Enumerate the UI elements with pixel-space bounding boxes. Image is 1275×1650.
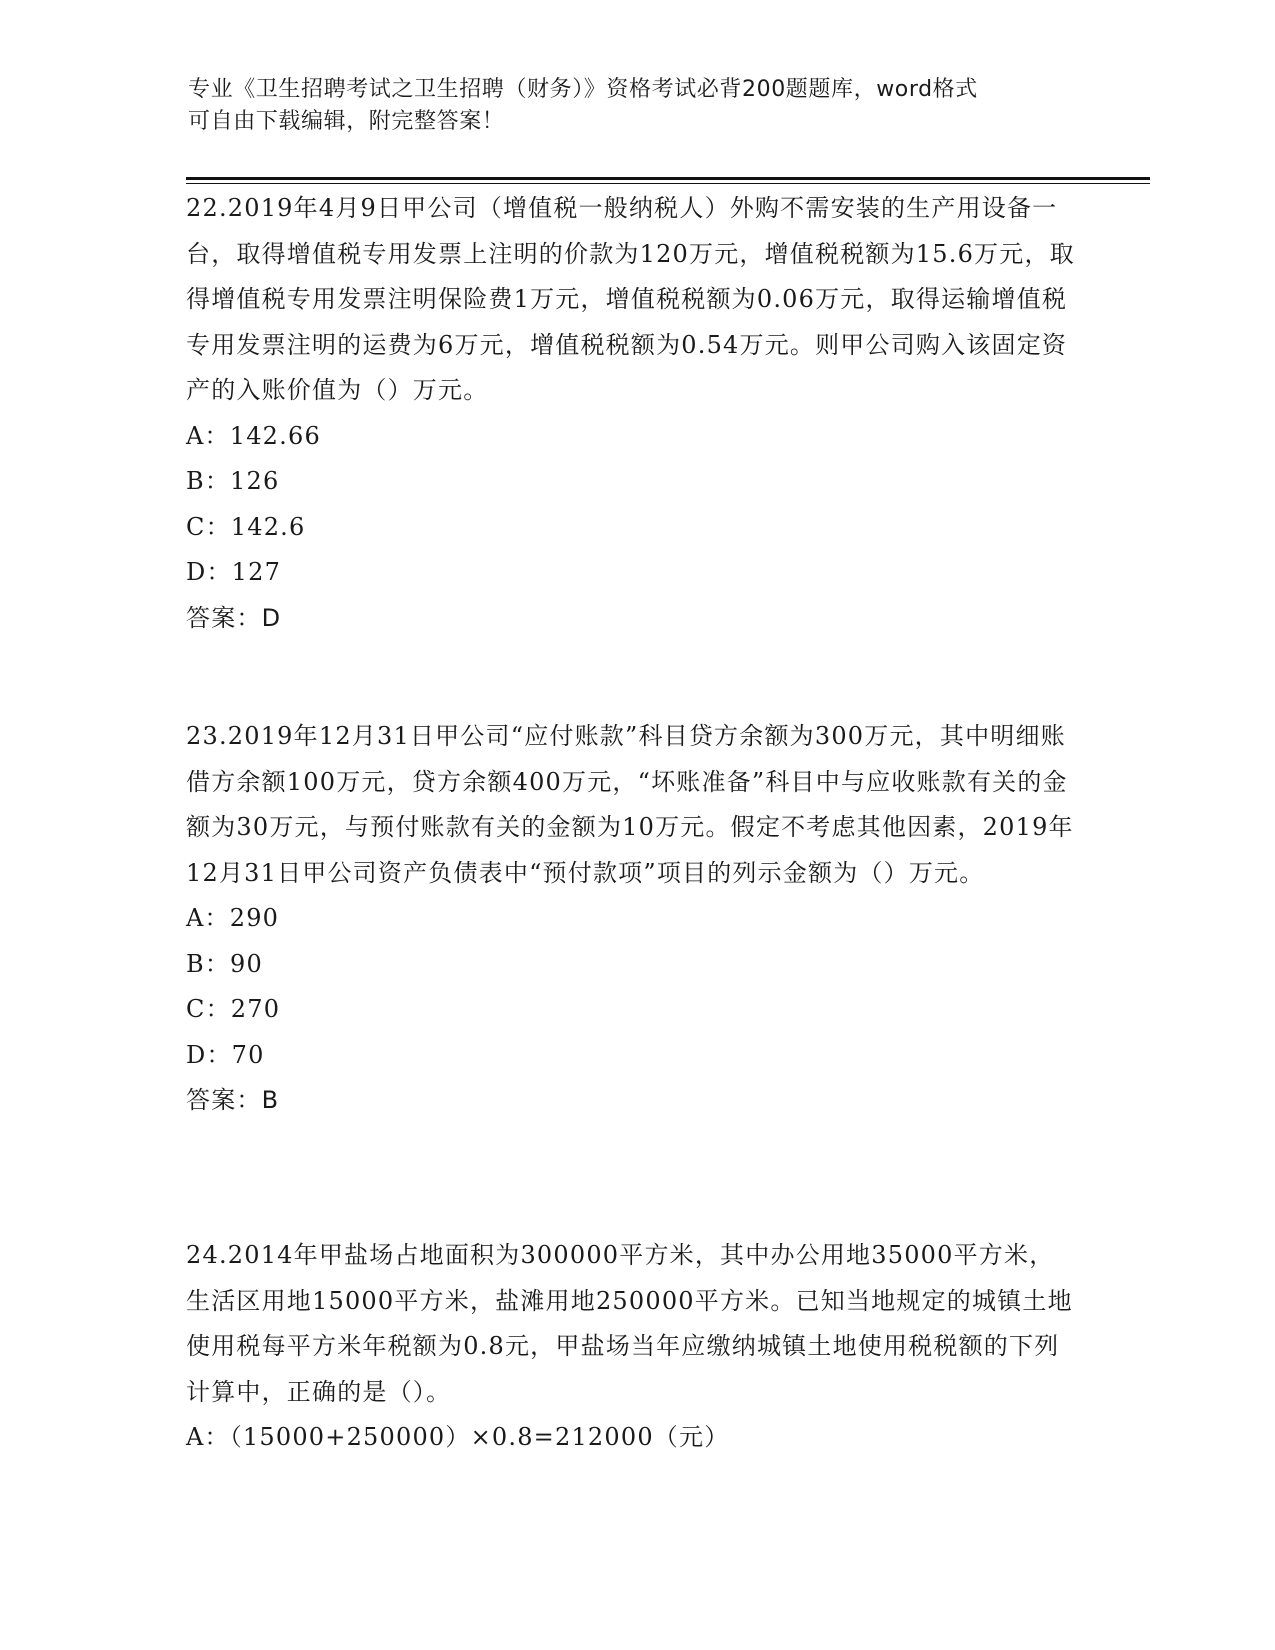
answer-text: 答案：D bbox=[186, 603, 282, 632]
option-d: D：70 bbox=[186, 1040, 265, 1069]
question-stem: 24.2014年甲盐场占地面积为300000平方米，其中办公用地35000平方米，生活区用地15000平方米，盐滩用地250000平方米。已知当地规定的城镇土地使用税每平方米年税额为0.8元，甲盐场当年应缴纳城镇土地使用税税额的下列计算中，正确的是（）。 bbox=[186, 1241, 1073, 1406]
option-a: A：（15000+250000）×0.8=212000（元） bbox=[186, 1423, 730, 1451]
document-header bbox=[188, 74, 1068, 138]
option-b: B：126 bbox=[186, 467, 280, 495]
header-title-line-2: 可自由下载编辑，附完整答案！ bbox=[188, 109, 505, 134]
header-title-line-1: 专业《卫生招聘考试之卫生招聘（财务）》资格考试必背200题题库，word格式 bbox=[188, 77, 978, 102]
option-c: C：142.6 bbox=[186, 512, 306, 541]
answer-text: 答案：B bbox=[186, 1086, 280, 1114]
option-a: A：290 bbox=[186, 904, 280, 932]
option-b: B：90 bbox=[186, 949, 263, 978]
question-22 bbox=[186, 186, 1076, 642]
header-divider-thick bbox=[186, 177, 1150, 180]
option-c: C：270 bbox=[186, 995, 281, 1023]
question-stem: 22.2019年4月9日甲公司（增值税一般纳税人）外购不需安装的生产用设备一台，取得增值税专用发票上注明的价款为120万元，增值税税额为15.6万元，取得增值税专用发票注明保险费1万元，增值税税额为0.06万元，取得运输增值税专用发票注明的运费为6万元，增值税税额为0.54万元。则甲公司购入该固定资产的入账价值为（）万元。 bbox=[186, 194, 1075, 404]
question-24 bbox=[186, 1233, 1076, 1461]
header-divider-thin bbox=[186, 183, 1150, 184]
option-a: A：142.66 bbox=[186, 421, 321, 450]
option-d: D：127 bbox=[186, 558, 282, 586]
question-stem: 23.2019年12月31日甲公司“应付账款”科目贷方余额为300万元，其中明细账借方余额100万元，贷方余额400万元，“坏账准备”科目中与应收账款有关的金额为30万元，与预付账款有关的金额为10万元。假定不考虑其他因素，2019年12月31日甲公司资产负债表中“预付款项”项目的列示金额为（）万元。 bbox=[186, 722, 1074, 887]
question-23 bbox=[186, 714, 1076, 1124]
